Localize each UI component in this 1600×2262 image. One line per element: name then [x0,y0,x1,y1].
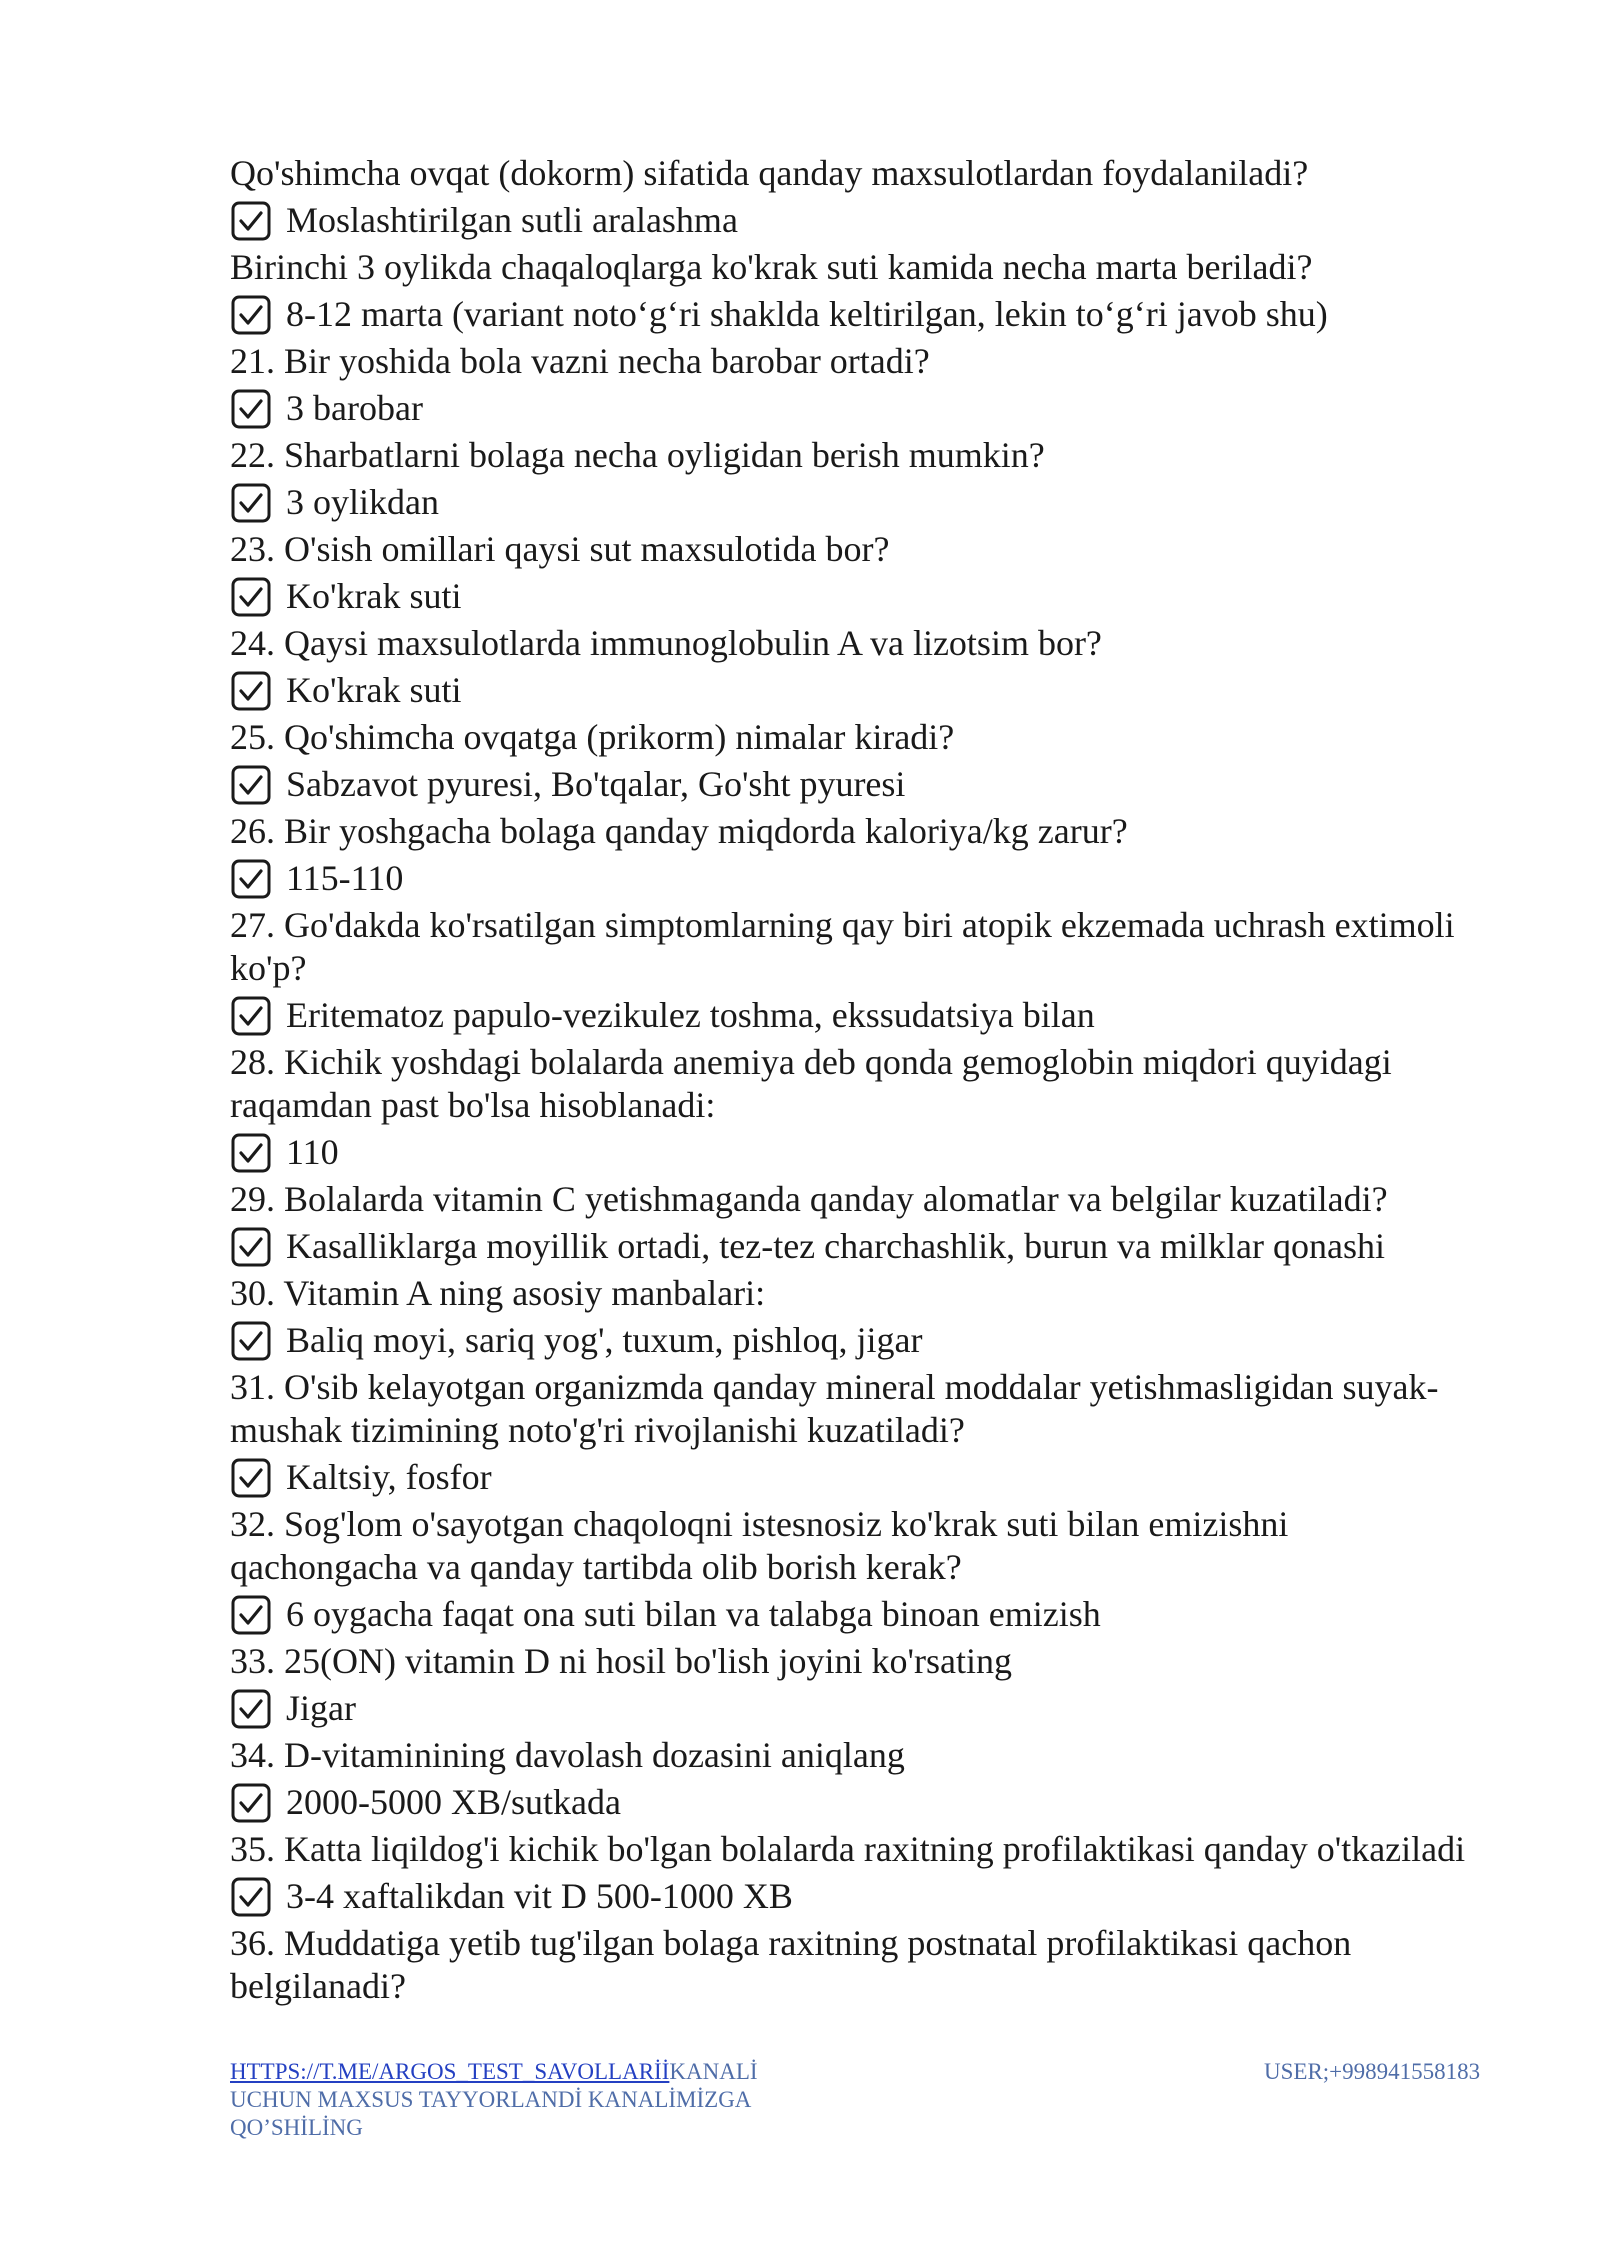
footer-text-2: UCHUN MAXSUS TAYYORLANDİ KANALİMİZGA [230,2087,752,2112]
answer-row [230,990,1480,1041]
question-text: 26. Bir yoshgacha bolaga qanday miqdorda kaloriya/kg zarur? [230,811,1128,851]
answer-row [230,571,1480,622]
answer-row [230,1589,1480,1640]
checked-box-icon [230,200,272,242]
checked-box-icon [230,1782,272,1824]
footer-text-3: QO’SHİLİNG [230,2115,363,2140]
answer-text: 6 oygacha faqat ona suti bilan va talabga binoan emizish [286,1594,1101,1634]
footer-line-1 [230,2058,830,2086]
checked-box-icon [230,1688,272,1730]
question-text: 36. Muddatiga yetib tug'ilgan bolaga raxitning postnatal profilaktikasi qachon belgilanadi? [230,1923,1352,2006]
answer-row [230,1777,1480,1828]
answer-row [230,1683,1480,1734]
checked-box-icon [230,858,272,900]
telegram-channel-link[interactable]: HTTPS://T.ME/ARGOS_TEST_SAVOLLARİİ [230,2059,670,2084]
answer-row [230,1452,1480,1503]
answer-row [230,853,1480,904]
question-text: 32. Sog'lom o'sayotgan chaqoloqni istesnosiz ko'krak suti bilan emizishni qachongacha va qanday tartibda olib borish kerak? [230,1504,1289,1587]
question-text: 31. O'sib kelayotgan organizmda qanday mineral moddalar yetishmasligidan suyak-mushak tizimining noto'g'ri rivojlanishi kuzatiladi? [230,1367,1439,1450]
answer-row [230,289,1480,340]
answer-row [230,1221,1480,1272]
checked-box-icon [230,1132,272,1174]
question-text: 25. Qo'shimcha ovqatga (prikorm) nimalar kiradi? [230,717,955,757]
question-text: 24. Qaysi maxsulotlarda immunoglobulin A va lizotsim bor? [230,623,1102,663]
answer-text: 3 oylikdan [286,482,439,522]
checked-box-icon [230,576,272,618]
question-text: 29. Bolalarda vitamin C yetishmaganda qanday alomatlar va belgilar kuzatiladi? [230,1179,1388,1219]
checked-box-icon [230,1594,272,1636]
answer-row [230,477,1480,528]
answer-text: 8-12 marta (variant noto‘g‘ri shaklda keltirilgan, lekin to‘g‘ri javob shu) [286,294,1328,334]
qa-list [230,152,1480,2008]
question-text: 33. 25(ON) vitamin D ni hosil bo'lish joyini ko'rsating [230,1641,1012,1681]
checked-box-icon [230,388,272,430]
answer-row [230,1871,1480,1922]
answer-text: Sabzavot pyuresi, Bo'tqalar, Go'sht pyuresi [286,764,906,804]
question-text: 27. Go'dakda ko'rsatilgan simptomlarning qay biri atopik ekzemada uchrash extimoli ko'p? [230,905,1455,988]
question-text: 34. D-vitaminining davolash dozasini aniqlang [230,1735,905,1775]
checked-box-icon [230,1226,272,1268]
answer-text: Baliq moyi, sariq yog', tuxum, pishloq, jigar [286,1320,923,1360]
answer-row [230,383,1480,434]
answer-row [230,1127,1480,1178]
footer-channel-note [230,2058,830,2142]
answer-text: Eritematoz papulo-vezikulez toshma, ekssudatsiya bilan [286,995,1095,1035]
checked-box-icon [230,995,272,1037]
answer-text: Ko'krak suti [286,670,462,710]
answer-row [230,759,1480,810]
answer-text: 110 [286,1132,339,1172]
footer-user-contact: USER;+998941558183 [1264,2059,1481,2084]
question-text: Birinchi 3 oylikda chaqaloqlarga ko'krak suti kamida necha marta beriladi? [230,247,1313,287]
answer-text: Kasalliklarga moyillik ortadi, tez-tez charchashlik, burun va milklar qonashi [286,1226,1386,1266]
answer-text: Ko'krak suti [286,576,462,616]
answer-row [230,1315,1480,1366]
question-text: Qo'shimcha ovqat (dokorm) sifatida qanday maxsulotlardan foydalaniladi? [230,153,1309,193]
footer-text-1: KANALİ [669,2059,758,2084]
checked-box-icon [230,482,272,524]
answer-row [230,195,1480,246]
checked-box-icon [230,1876,272,1918]
answer-text: 3 barobar [286,388,423,428]
checked-box-icon [230,1457,272,1499]
answer-text: 3-4 xaftalikdan vit D 500-1000 XB [286,1876,793,1916]
checked-box-icon [230,764,272,806]
question-text: 35. Katta liqildog'i kichik bo'lgan bolalarda raxitning profilaktikasi qanday o'tkaziladi [230,1829,1466,1869]
question-text: 21. Bir yoshida bola vazni necha barobar ortadi? [230,341,930,381]
answer-text: Moslashtirilgan sutli aralashma [286,200,738,240]
answer-text: Kaltsiy, fosfor [286,1457,492,1497]
question-text: 28. Kichik yoshdagi bolalarda anemiya deb qonda gemoglobin miqdori quyidagi raqamdan past bo'lsa hisoblanadi: [230,1042,1392,1125]
answer-row [230,665,1480,716]
question-text: 22. Sharbatlarni bolaga necha oyligidan berish mumkin? [230,435,1045,475]
checked-box-icon [230,1320,272,1362]
question-text: 30. Vitamin A ning asosiy manbalari: [230,1273,766,1313]
answer-text: 115-110 [286,858,404,898]
answer-text: Jigar [286,1688,356,1728]
checked-box-icon [230,294,272,336]
answer-text: 2000-5000 XB/sutkada [286,1782,621,1822]
question-text: 23. O'sish omillari qaysi sut maxsulotida bor? [230,529,890,569]
checked-box-icon [230,670,272,712]
